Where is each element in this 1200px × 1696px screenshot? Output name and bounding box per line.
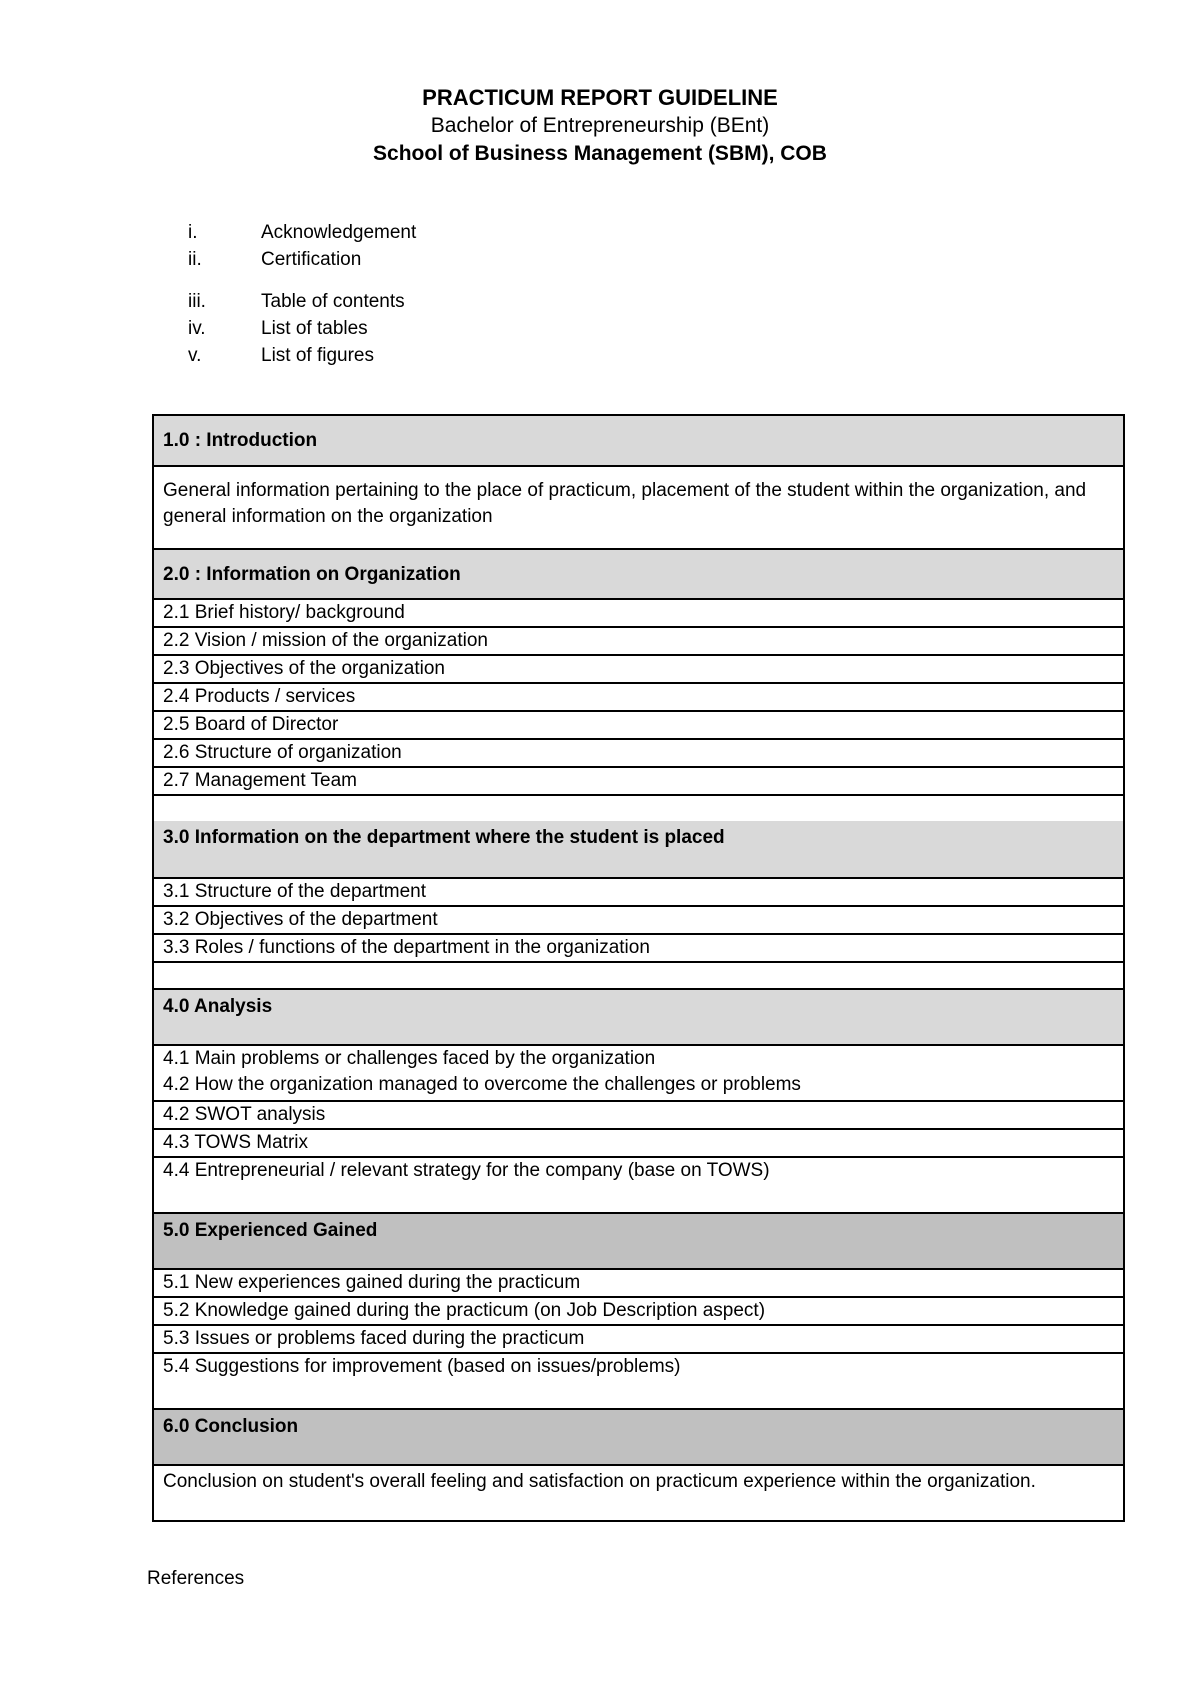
report-outline-table — [152, 414, 1125, 1522]
table-row: 4.1 Main problems or challenges faced by the organization — [154, 1044, 1123, 1072]
table-row: 4.3 TOWS Matrix — [154, 1128, 1123, 1156]
table-row: 4.2 How the organization managed to overcome the challenges or problems — [163, 1074, 801, 1095]
list-label: Table of contents — [261, 291, 405, 312]
program-name: Bachelor of Entrepreneurship (BEnt) — [430, 114, 770, 137]
blank-row — [154, 961, 1123, 988]
table-row: 2.7 Management Team — [154, 766, 1123, 794]
section-heading-department: 3.0 Information on the department where the student is placed — [154, 821, 1123, 877]
table-row: 2.1 Brief history/ background — [154, 598, 1123, 626]
section-description-conclusion: Conclusion on student's overall feeling and satisfaction on practicum experience within the organization. — [154, 1464, 1123, 1520]
section-heading-analysis: 4.0 Analysis — [154, 988, 1123, 1044]
document-header — [0, 84, 1200, 168]
table-row: 2.2 Vision / mission of the organization — [154, 626, 1123, 654]
section-heading-organization: 2.0 : Information on Organization — [154, 548, 1123, 598]
table-row: 2.4 Products / services — [154, 682, 1123, 710]
preliminary-list — [188, 219, 416, 369]
table-row: 5.4 Suggestions for improvement (based on issues/problems) — [154, 1352, 1123, 1408]
list-label: Certification — [261, 249, 362, 270]
table-row: 5.1 New experiences gained during the practicum — [154, 1268, 1123, 1296]
list-number: iv. — [188, 318, 206, 339]
references-heading: References — [147, 1568, 245, 1589]
table-row: 3.3 Roles / functions of the department in the organization — [154, 933, 1123, 961]
list-item — [188, 246, 416, 273]
blank-row — [154, 794, 1123, 821]
school-name: School of Business Management (SBM), COB — [373, 142, 827, 165]
table-row: 3.2 Objectives of the department — [154, 905, 1123, 933]
list-item — [188, 342, 416, 369]
section-heading-experience: 5.0 Experienced Gained — [154, 1212, 1123, 1268]
section-description-introduction: General information pertaining to the place of practicum, placement of the student within the organization, and general information on the organization — [154, 465, 1123, 548]
list-item — [188, 288, 416, 315]
list-number: i. — [188, 222, 198, 243]
table-row: 4.2 SWOT analysis — [154, 1100, 1123, 1128]
table-row: 2.5 Board of Director — [154, 710, 1123, 738]
section-heading-introduction: 1.0 : Introduction — [154, 416, 1123, 465]
list-label: Acknowledgement — [261, 222, 417, 243]
document-title: PRACTICUM REPORT GUIDELINE — [422, 85, 778, 110]
table-row: 2.3 Objectives of the organization — [154, 654, 1123, 682]
table-row: 2.6 Structure of organization — [154, 738, 1123, 766]
table-row: 5.2 Knowledge gained during the practicum (on Job Description aspect) — [154, 1296, 1123, 1324]
list-number: v. — [188, 345, 202, 366]
list-number: ii. — [188, 249, 202, 270]
list-item — [188, 219, 416, 246]
list-label: List of tables — [261, 318, 368, 339]
table-row: 4.4 Entrepreneurial / relevant strategy for the company (base on TOWS) — [154, 1156, 1123, 1212]
table-row: 5.3 Issues or problems faced during the practicum — [154, 1324, 1123, 1352]
table-row: 3.1 Structure of the department — [154, 877, 1123, 905]
list-number: iii. — [188, 291, 206, 312]
list-label: List of figures — [261, 345, 374, 366]
section-heading-conclusion: 6.0 Conclusion — [154, 1408, 1123, 1464]
list-item — [188, 315, 416, 342]
